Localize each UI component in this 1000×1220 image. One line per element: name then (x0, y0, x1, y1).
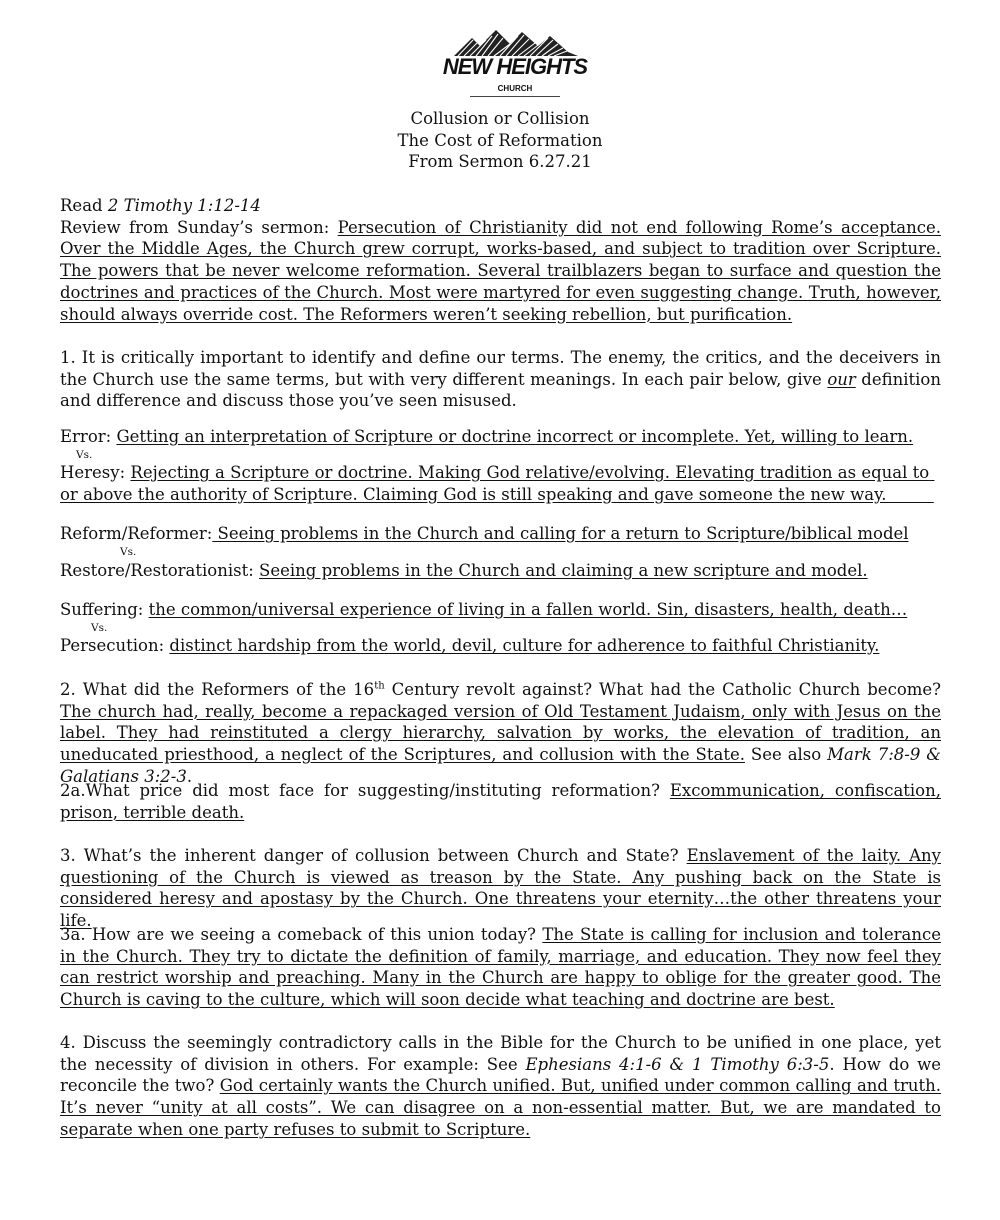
church-logo (440, 26, 590, 98)
question-4-references: Ephesians 4:1-6 & 1 Timothy 6:3-5 (525, 1054, 830, 1074)
question-3a-text: 3a. How are we seeing a comeback of this union today? (60, 925, 543, 944)
restore-label: Restore/Restorationist: (60, 561, 260, 580)
question-1-text-end: definition and difference and discuss those you’ve seen misused. (60, 369, 941, 411)
question-3a (60, 924, 941, 1011)
title-line: Collusion or Collision (410, 109, 590, 128)
question-2 (60, 679, 941, 788)
subtitle-line: The Cost of Reformation (397, 130, 603, 150)
question-3 (60, 845, 941, 932)
read-label: Read (60, 196, 108, 215)
suffering-definition (60, 599, 941, 621)
persecution-label: Persecution: (60, 636, 170, 655)
see-also-label: See also (744, 745, 828, 765)
heresy-label: Heresy: (60, 463, 131, 482)
heresy-definition (60, 462, 941, 505)
question-2a-answer: Excommunication, confiscation, prison, terrible death. (60, 781, 941, 822)
review-paragraph (60, 195, 941, 325)
heresy-text: Rejecting a Scripture or doctrine. Making God relative/evolving. Elevating tradition as equal to or above the authority of Scripture. Claiming God is still speaking and gave someone the new way. (60, 463, 935, 504)
emphasis-our: our (827, 369, 856, 389)
question-2a (60, 780, 941, 823)
restore-definition (60, 560, 941, 582)
ordinal-suffix: th (374, 680, 385, 692)
question-3-text: 3. What’s the inherent danger of collusion between Church and State? (60, 846, 687, 865)
reform-text: Seeing problems in the Church and calling for a return to Scripture/biblical model (212, 524, 909, 543)
logo-name: NEW HEIGHTS (442, 54, 588, 79)
question-2-text: 2. What did the Reformers of the 16 (60, 680, 375, 699)
question-2-answer: The church had, really, become a repackaged version of Old Testament Judaism, only with Jesus on the label. They had reinstituted a clergy hierarchy, salvation by works, the elevation of tradition, an uneducated priesthood, a neglect of the Scriptures, and collusion with the State. (60, 701, 941, 765)
review-label: Review from Sunday’s sermon: (60, 217, 338, 237)
question-1-text: 1. It is critically important to identify and define our terms. The enemy, the critics, and the deceivers in the Church use the same terms, but with very different meanings. In each pair below, give (60, 348, 941, 389)
question-4-text-cont: . How do we reconcile the two? (60, 1054, 941, 1096)
error-label: Error: (60, 427, 117, 446)
reform-definition (60, 523, 941, 545)
question-4-answer: God certainly wants the Church unified. But, unified under common calling and truth. It’s never “unity at all costs”. We can disagree on a non-essential matter. But, we are mandated to separate when one party refuses to submit to Scripture. (60, 1076, 942, 1139)
review-text: Persecution of Christianity did not end following Rome’s acceptance. Over the Middle Ages, the Church grew corrupt, works-based, and subject to tradition over Scripture. The powers that be never welcome reformation. Several trailblazers began to surface and question the doctrines and practices of the Church. Most were martyred for even suggesting change. Truth, however, should always override cost. The Reformers weren’t seeking rebellion, but purification. (60, 217, 941, 324)
document-heading (0, 108, 1000, 173)
question-2-text-cont: Century revolt against? What had the Catholic Church become? (384, 680, 942, 699)
restore-text: Seeing problems in the Church and claiming a new scripture and model. (259, 561, 868, 580)
vs-label: Vs. (76, 449, 93, 461)
vs-label: Vs. (91, 622, 108, 634)
read-reference: 2 Timothy 1:12-14 (107, 196, 261, 215)
question-4 (60, 1032, 941, 1141)
vs-label: Vs. (120, 546, 137, 558)
logo-subtitle: CHURCH (497, 84, 533, 93)
question-2-end: . (186, 766, 193, 786)
question-2a-text: 2a.What price did most face for suggesting/instituting reformation? (60, 781, 670, 800)
question-3-answer: Enslavement of the laity. Any questioning of the Church is viewed as treason by the State. Any pushing back on the State is considered heresy and apostasy by the Church. One threatens your eternity…the other threatens your life. (60, 846, 942, 931)
question-1 (60, 347, 941, 412)
persecution-text: distinct hardship from the world, devil, culture for adherence to faithful Christianity. (169, 636, 880, 655)
reform-label: Reform/Reformer: (60, 524, 213, 543)
error-definition (60, 426, 941, 448)
question-4-text: 4. Discuss the seemingly contradictory calls in the Bible for the Church to be unified in one place, yet the necessity of division in others. For example: See (60, 1033, 941, 1074)
logo-divider (470, 96, 560, 97)
suffering-label: Suffering: (60, 600, 149, 619)
error-text: Getting an interpretation of Scripture or doctrine incorrect or incomplete. Yet, willing to learn. (116, 427, 914, 446)
question-3a-answer: The State is calling for inclusion and tolerance in the Church. They try to dictate the definition of family, marriage, and education. They now feel they can restrict worship and preaching. Many in the Church are happy to oblige for the greater good. The Church is caving to the culture, which will soon decide what teaching and doctrine are best. (60, 925, 941, 1010)
question-2-references: Mark 7:8-9 & Galatians 3:2-3 (60, 745, 941, 786)
persecution-definition (60, 635, 941, 657)
date-line: From Sermon 6.27.21 (408, 152, 592, 171)
suffering-text: the common/universal experience of living in a fallen world. Sin, disasters, health, death… (148, 600, 908, 619)
